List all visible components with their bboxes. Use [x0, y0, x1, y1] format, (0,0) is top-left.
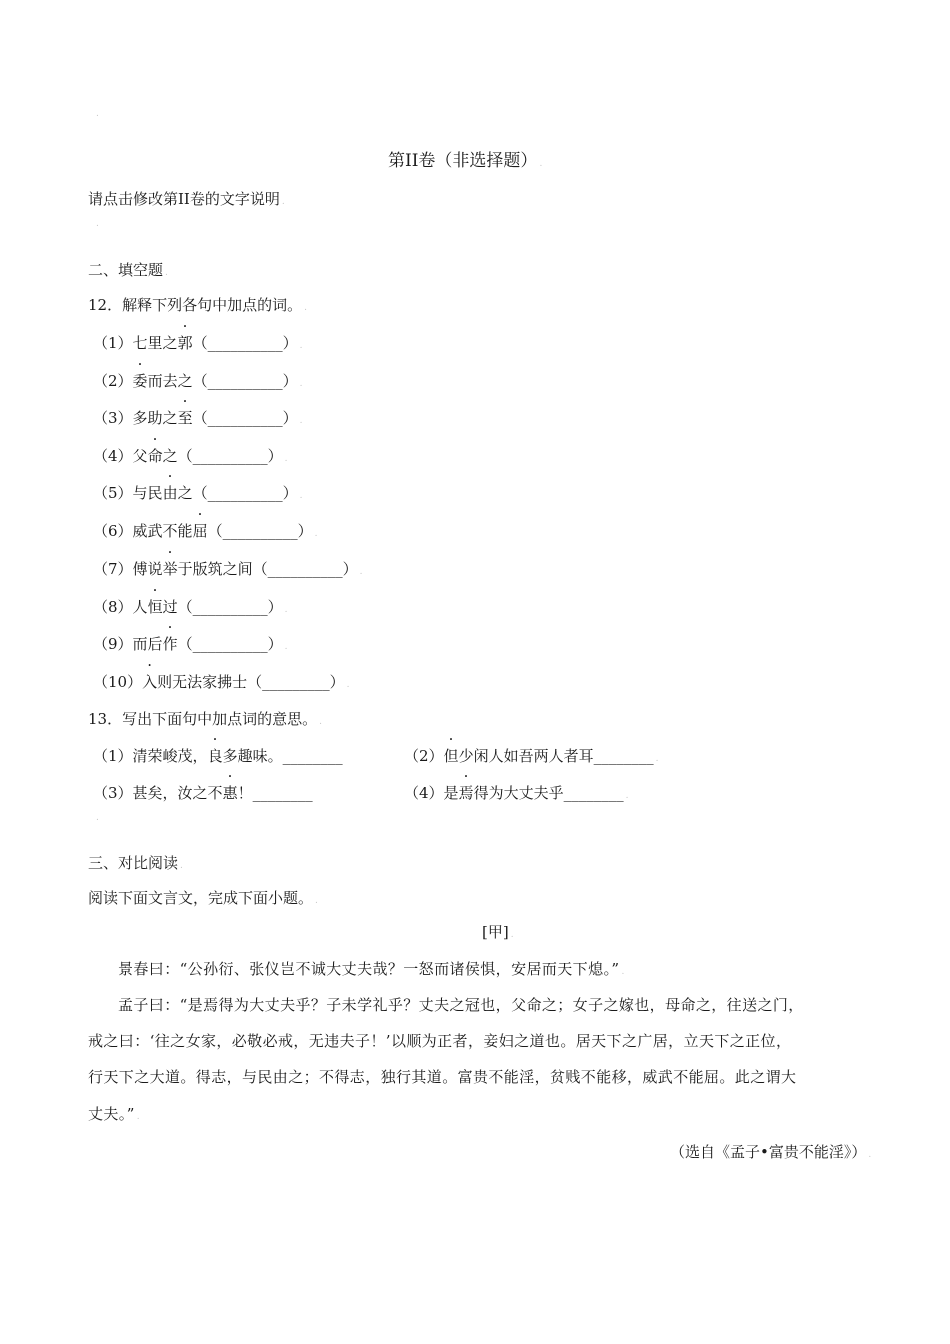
- emphasis-dot-char: 至: [177, 409, 193, 427]
- answer-blank[interactable]: ________: [252, 784, 313, 802]
- answer-blank[interactable]: （__________）: [192, 334, 298, 352]
- passage-line: 行天下之大道。得志，与民由之；不得志，独行其道。富贵不能淫，贫贱不能移，威武不能屈。此之谓大: [88, 1068, 797, 1086]
- emphasis-dot-char: 举: [162, 560, 178, 578]
- answer-blank[interactable]: （__________）: [192, 484, 298, 502]
- passage-label: [甲] .: [482, 923, 514, 941]
- paragraph-mark: .: [96, 813, 99, 823]
- emphasis-dot-char: 委: [132, 372, 148, 390]
- answer-blank[interactable]: （__________）: [177, 447, 283, 465]
- passage-line: 丈夫。” .: [88, 1105, 141, 1123]
- passage-line: 戒之曰：‘往之女家，必敬必戒，无违夫子！’以顺为正者，妾妇之道也。居天下之广居，立天下之正位，: [88, 1032, 792, 1050]
- reading-instruction: 阅读下面文言文，完成下面小题。 .: [88, 889, 318, 907]
- q12-item: （4）父命之（__________） .: [93, 447, 288, 465]
- emphasis-dot-char: 入: [142, 673, 158, 691]
- emphasis-dot-char: 但: [443, 747, 459, 765]
- passage-line: 孟子曰：“是焉得为大丈夫乎？子未学礼乎？丈夫之冠也，父命之；女子之嫁也，母命之，往送之门，: [118, 996, 804, 1014]
- answer-blank[interactable]: （_________）: [247, 673, 345, 691]
- q13-item: （3）甚矣，汝之不惠！________: [93, 784, 313, 802]
- emphasis-dot-char: 由: [162, 484, 178, 502]
- q12-item: （9）而后作（__________） .: [93, 635, 288, 653]
- section-heading-comparative-reading: 三、对比阅读 .: [88, 854, 183, 872]
- q12-item: （7）傅说举于版筑之间（__________） .: [93, 560, 363, 578]
- emphasis-dot-char: 屈: [192, 522, 208, 540]
- answer-blank[interactable]: （__________）: [207, 522, 313, 540]
- answer-blank[interactable]: （__________）: [192, 409, 298, 427]
- q13-item: （4）是焉得为大丈夫乎________ .: [404, 784, 629, 802]
- q12-item: （8）人恒过（__________） .: [93, 598, 288, 616]
- q13-item: （1）清荣峻茂，良多趣味。________: [93, 747, 343, 765]
- answer-blank[interactable]: （__________）: [177, 598, 283, 616]
- question-12-stem: 12．解释下列各句中加点的词。 .: [88, 296, 307, 314]
- q13-item: （2）但少闲人如吾两人者耳________ .: [404, 747, 659, 765]
- emphasis-dot-char: 命: [147, 447, 163, 465]
- emphasis-dot-char: 恒: [147, 598, 163, 616]
- q12-item: （3）多助之至（__________） .: [93, 409, 303, 427]
- answer-blank[interactable]: （__________）: [252, 560, 358, 578]
- answer-blank[interactable]: （__________）: [192, 372, 298, 390]
- answer-blank[interactable]: （__________）: [177, 635, 283, 653]
- q12-item: （5）与民由之（__________） .: [93, 484, 303, 502]
- emphasis-dot-char: 郭: [177, 334, 193, 352]
- q12-item: （6）威武不能屈（__________） .: [93, 522, 318, 540]
- question-13-stem: 13．写出下面句中加点词的意思。 .: [88, 710, 322, 728]
- passage-source: （选自《孟子•富贵不能淫》） .: [670, 1143, 872, 1161]
- paragraph-mark: .: [96, 109, 99, 119]
- q12-item: （1）七里之郭（__________） .: [93, 334, 303, 352]
- q12-item: （2）委而去之（__________） .: [93, 372, 303, 390]
- section-heading-fill-blank: 二、填空题 .: [88, 261, 168, 279]
- emphasis-dot-char: 焉: [458, 784, 474, 802]
- q12-item: （10）入则无法家拂士（_________） .: [93, 673, 350, 691]
- emphasis-dot-char: 惠: [222, 784, 238, 802]
- answer-blank[interactable]: ________: [563, 784, 624, 802]
- answer-blank[interactable]: ________: [593, 747, 654, 765]
- answer-blank[interactable]: ________: [282, 747, 343, 765]
- passage-paragraph-1: 景春曰：“公孙衍、张仪岂不诚大丈夫哉？一怒而诸侯惧，安居而天下熄。” .: [118, 960, 625, 978]
- part-title: 第II卷（非选择题） .: [388, 151, 543, 171]
- paragraph-mark: .: [96, 219, 99, 229]
- emphasis-dot-char: 良: [207, 747, 223, 765]
- emphasis-dot-char: 作: [162, 635, 178, 653]
- part-note[interactable]: 请点击修改第II卷的文字说明 .: [88, 190, 285, 208]
